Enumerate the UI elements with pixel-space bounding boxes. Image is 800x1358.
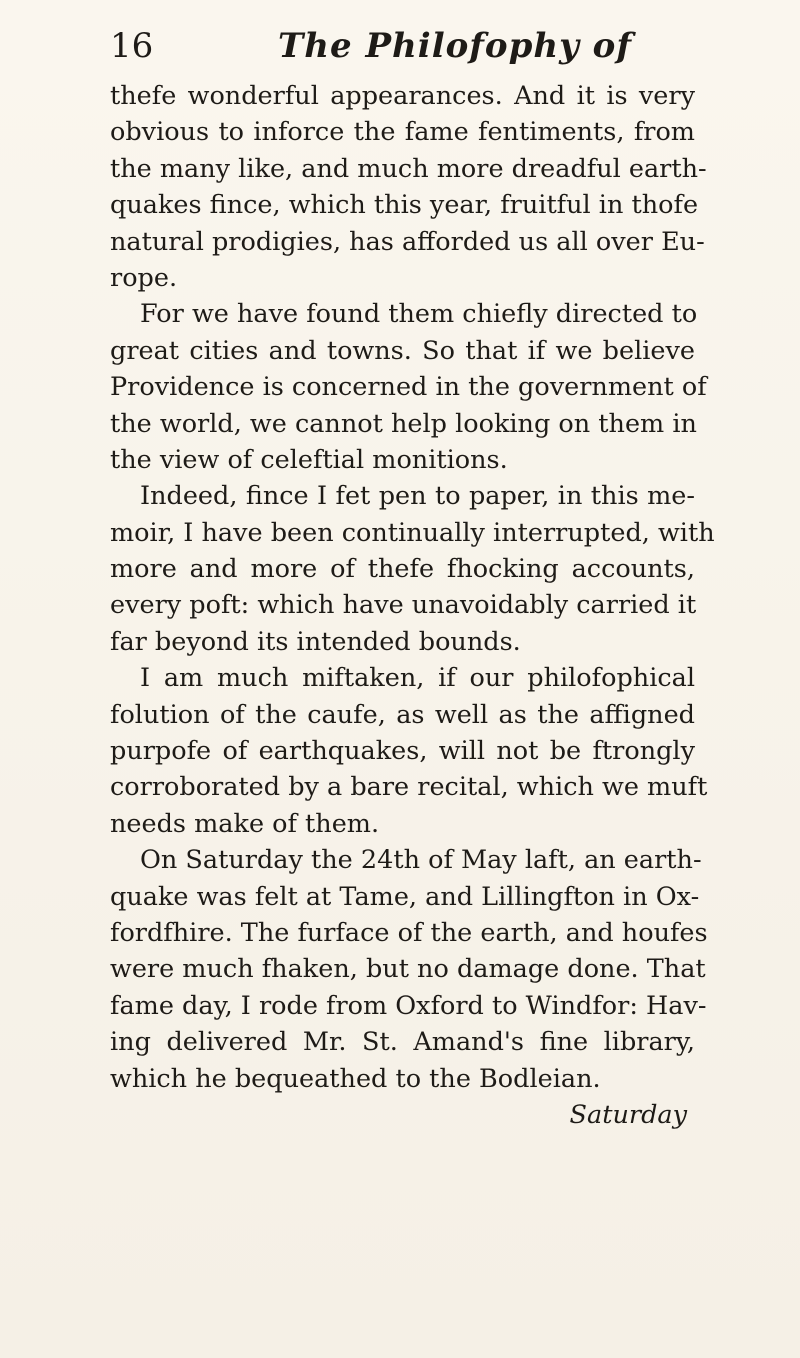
text-line: the many like, and much more dreadful earth- (110, 153, 707, 184)
text-line: needs make of them. (110, 808, 380, 839)
text-line: fame day, I rode from Oxford to Windfor: Hav- (110, 990, 707, 1021)
text-line: ing delivered Mr. St. Amand's fine library, (110, 1027, 695, 1058)
text-line: were much fhaken, but no damage done. That (110, 954, 706, 985)
text-line: I am much miftaken, if our philofophical (140, 663, 695, 694)
text-line: the world, we cannot help looking on them in (110, 408, 697, 439)
text-line: great cities and towns. So that if we believe (110, 335, 695, 366)
text-line: corroborated by a bare recital, which we muft (110, 772, 708, 803)
body-text (110, 78, 715, 1133)
text-line: quake was felt at Tame, and Lillingfton in Ox- (110, 881, 700, 912)
text-line: more and more of thefe fhocking accounts, (110, 554, 695, 585)
text-line: folution of the caufe, as well as the affigned (110, 699, 695, 730)
page-number: 16 (110, 26, 154, 66)
text-line: quakes fince, which this year, fruitful in thofe (110, 190, 699, 221)
text-line: moir, I have been continually interrupted, with (110, 517, 715, 548)
text-line: which he bequeathed to the Bodleian. (110, 1063, 601, 1094)
text-line: natural prodigies, has afforded us all over Eu- (110, 226, 705, 257)
text-line: every poft: which have unavoidably carried it (110, 590, 697, 621)
text-line: rope. (110, 262, 178, 293)
text-line: On Saturday the 24th of May laft, an earth- (140, 845, 702, 876)
text-line: purpofe of earthquakes, will not be ftrongly (110, 736, 695, 767)
text-line: For we have found them chiefly directed to (140, 299, 698, 330)
text-line: the view of celeftial monitions. (110, 444, 508, 475)
text-line: fordfhire. The furface of the earth, and houfes (110, 917, 708, 948)
running-head: The Philofophy of (278, 26, 632, 66)
text-line: obvious to inforce the fame fentiments, from (110, 117, 695, 148)
catchword-text: Saturday (569, 1099, 687, 1130)
text-line: thefe wonderful appearances. And it is very (110, 81, 695, 111)
catchword (110, 1097, 695, 1133)
text-line: far beyond its intended bounds. (110, 626, 521, 657)
page-header (110, 18, 710, 78)
text-line: Indeed, fince I fet pen to paper, in this me- (140, 481, 695, 512)
text-line: Providence is concerned in the government of (110, 372, 707, 403)
